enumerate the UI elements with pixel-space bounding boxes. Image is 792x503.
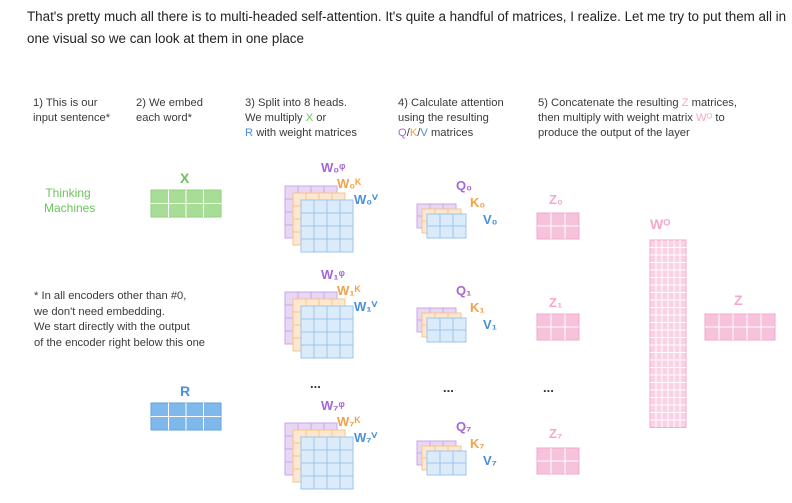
head-7-wk-label: W₇ᴷ — [337, 414, 361, 429]
step-5-matrices: matrices, — [688, 97, 738, 109]
head-1-v-label: V₁ — [483, 317, 498, 332]
x-embedding-matrix — [151, 190, 221, 217]
head-1-wv-matrix — [301, 306, 353, 358]
intro-paragraph: That's pretty much all there is to multi-headed self-attention. It's quite a handful of matrices, I realize. Let me try to put them all in one visual so we can look at them in one place — [27, 9, 787, 46]
step-3-x: X — [305, 112, 314, 124]
step-3-text: We multiply — [245, 112, 306, 124]
step-1-line-1: 1) This is our — [33, 97, 98, 109]
head-1-k-label: K₁ — [470, 300, 485, 315]
head-1-z-matrix — [537, 314, 579, 340]
step-4-line-2: using the resulting — [398, 112, 489, 124]
step-5-text: 5) Concatenate the resulting — [538, 97, 682, 109]
head-2-wv-matrix — [301, 437, 353, 489]
head-0-k-label: K₀ — [470, 195, 486, 210]
head-0-wk-label: W₀ᴷ — [337, 176, 362, 191]
heads-ellipsis-3: ... — [543, 380, 554, 395]
step-4-slash-2: / — [417, 127, 421, 139]
head-0-v-label: V₀ — [483, 212, 498, 227]
wo-label: Wᴼ — [650, 216, 671, 232]
heads-ellipsis-2: ... — [443, 380, 454, 395]
head-2-v-matrix — [427, 451, 466, 475]
step-2-line-2: each word* — [136, 112, 192, 124]
step-3-or: or — [313, 112, 327, 124]
note-line-3: We start directly with the output — [34, 321, 190, 333]
head-0-v-matrix — [427, 214, 466, 238]
head-0-z-label: Z₀ — [549, 192, 563, 207]
x-label: X — [180, 170, 190, 186]
input-word-2: Machines — [44, 201, 96, 215]
step-4-v: V — [420, 127, 428, 139]
step-3-r: R — [245, 127, 254, 139]
head-1-q-label: Q₁ — [456, 283, 472, 298]
input-word-1: Thinking — [45, 186, 91, 200]
step-5-wo: Wᴼ — [695, 112, 713, 124]
heads-ellipsis-1: ... — [310, 376, 321, 391]
note-line-4: of the encoder right below this one — [34, 336, 206, 349]
step-4-line-1: 4) Calculate attention — [398, 97, 504, 109]
head-1-v-matrix — [427, 318, 466, 342]
head-7-k-label: K₇ — [470, 436, 485, 451]
step-3-line-1: 3) Split into 8 heads. — [245, 97, 347, 109]
z-output-matrix — [705, 314, 775, 340]
step-5-z: Z — [681, 97, 689, 109]
head-0-wv-matrix — [301, 200, 353, 252]
head-0-q-label: Q₀ — [456, 178, 472, 193]
note-line-1: * In all encoders other than #0, — [34, 290, 187, 302]
head-1-wq-label: W₁ᵠ — [321, 267, 345, 282]
step-3-weights: with weight matrices — [253, 127, 357, 139]
head-0-wq-label: W₀ᵠ — [321, 160, 346, 175]
step-4-q: Q — [398, 127, 407, 139]
head-1-z-label: Z₁ — [549, 295, 563, 310]
head-0-wv-label: W₀ⱽ — [354, 192, 378, 207]
step-5-line-3: produce the output of the layer — [538, 127, 690, 139]
r-embedding-matrix — [151, 403, 221, 430]
r-label: R — [180, 383, 191, 399]
step-5-to: to — [712, 112, 725, 124]
head-7-q-label: Q₇ — [456, 419, 472, 434]
head-1-wk-label: W₁ᴷ — [337, 283, 361, 298]
step-4-matrices: matrices — [427, 127, 474, 139]
z-output-label: Z — [734, 292, 743, 308]
step-5-multiply: then multiply with weight matrix — [538, 112, 696, 124]
head-7-v-label: V₇ — [483, 453, 497, 468]
step-2-line-1: 2) We embed — [136, 97, 203, 109]
head-0-z-matrix — [537, 213, 579, 239]
step-4-k: K — [409, 127, 418, 139]
head-7-z-label: Z₇ — [549, 426, 563, 441]
step-1-line-2: input sentence* — [33, 112, 111, 124]
note-line-2: we don't need embedding. — [34, 305, 165, 318]
wo-matrix — [650, 240, 686, 428]
head-1-wv-label: W₁ⱽ — [354, 299, 378, 314]
head-7-wv-label: W₇ⱽ — [354, 430, 378, 445]
step-4-slash-1: / — [406, 127, 410, 139]
head-2-z-matrix — [537, 448, 579, 474]
head-7-wq-label: W₇ᵠ — [321, 398, 345, 413]
